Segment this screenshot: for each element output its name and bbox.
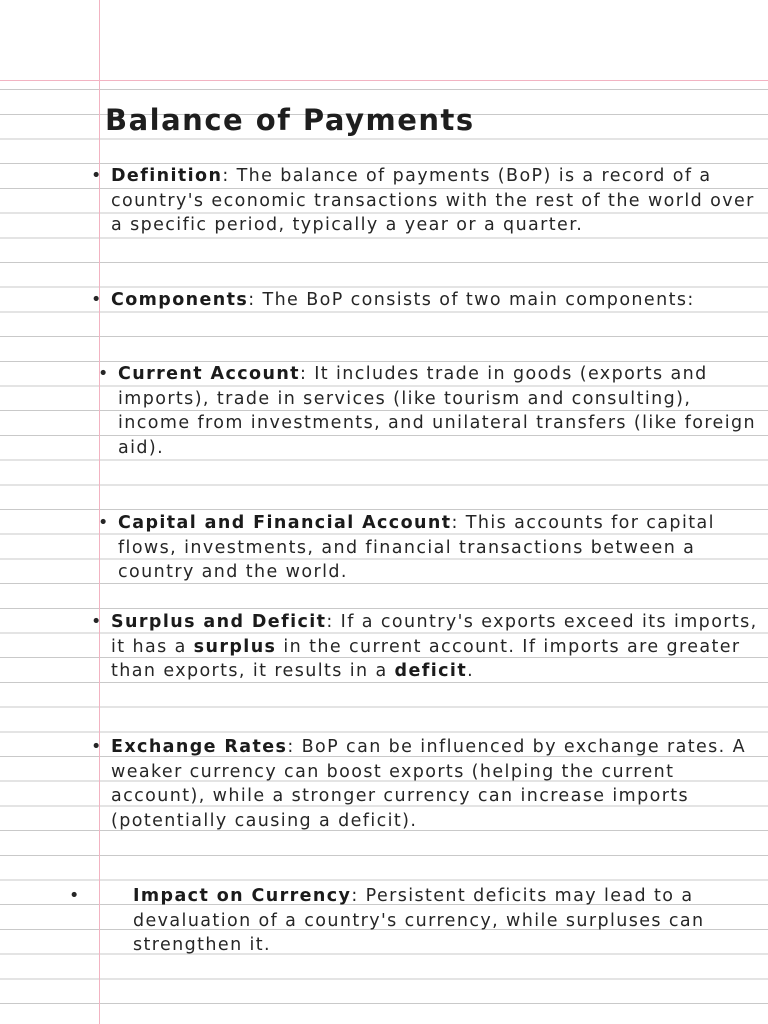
bullet-marker: • (98, 513, 110, 533)
note-body: : This accounts for capital flows, investments, and financial transactions between a country and the world. (118, 513, 715, 583)
note-components (91, 288, 761, 313)
note-capital-financial-account (98, 511, 764, 585)
note-exchange-rates (91, 735, 761, 834)
page-title: Balance of Payments (105, 103, 475, 137)
bullet-marker: • (91, 612, 103, 632)
note-heading: Definition (111, 166, 223, 186)
bullet-marker: • (91, 290, 103, 310)
note-heading: Components (111, 290, 249, 310)
bullet-marker: • (98, 364, 110, 384)
bold-term-deficit: deficit (394, 661, 468, 682)
note-body: : Persistent deficits may lead to a devaluation of a country's currency, while surpluses can strengthen it. (133, 886, 705, 956)
bold-term-surplus: surplus (193, 636, 277, 657)
note-current-account (98, 362, 764, 461)
note-body: : BoP can be influenced by exchange rates. A weaker currency can boost exports (helping the current account), while a stronger currency can increase imports (potentially causing a deficit). (111, 737, 746, 832)
note-heading: Surplus and Deficit (111, 612, 327, 632)
note-heading: Capital and Financial Account (118, 513, 452, 533)
bullet-marker: • (69, 886, 81, 906)
note-impact-currency (69, 884, 768, 958)
note-heading: Exchange Rates (111, 737, 288, 757)
top-margin-rule (0, 80, 768, 81)
note-body: in the current account. If imports are greater than exports, it results in a (111, 636, 741, 682)
bullet-marker: • (91, 166, 103, 186)
bullet-marker: • (91, 737, 103, 757)
note-body: : The BoP consists of two main components: (248, 290, 695, 310)
note-body: : If a country's exports exceed its imports, it has a (111, 612, 758, 657)
note-heading: Impact on Currency (133, 886, 352, 906)
note-heading: Current Account (118, 364, 300, 384)
note-body: . (467, 661, 475, 682)
note-body: : The balance of payments (BoP) is a record of a country's economic transactions with the rest of the world over a specific period, typically a year or a quarter. (111, 166, 755, 236)
page-header-area (0, 0, 768, 80)
note-surplus-deficit (91, 610, 761, 684)
note-definition (91, 164, 761, 238)
note-body: : It includes trade in goods (exports and imports), trade in services (like tourism and consulting), income from investments, and unilateral transfers (like foreign aid). (118, 364, 756, 459)
